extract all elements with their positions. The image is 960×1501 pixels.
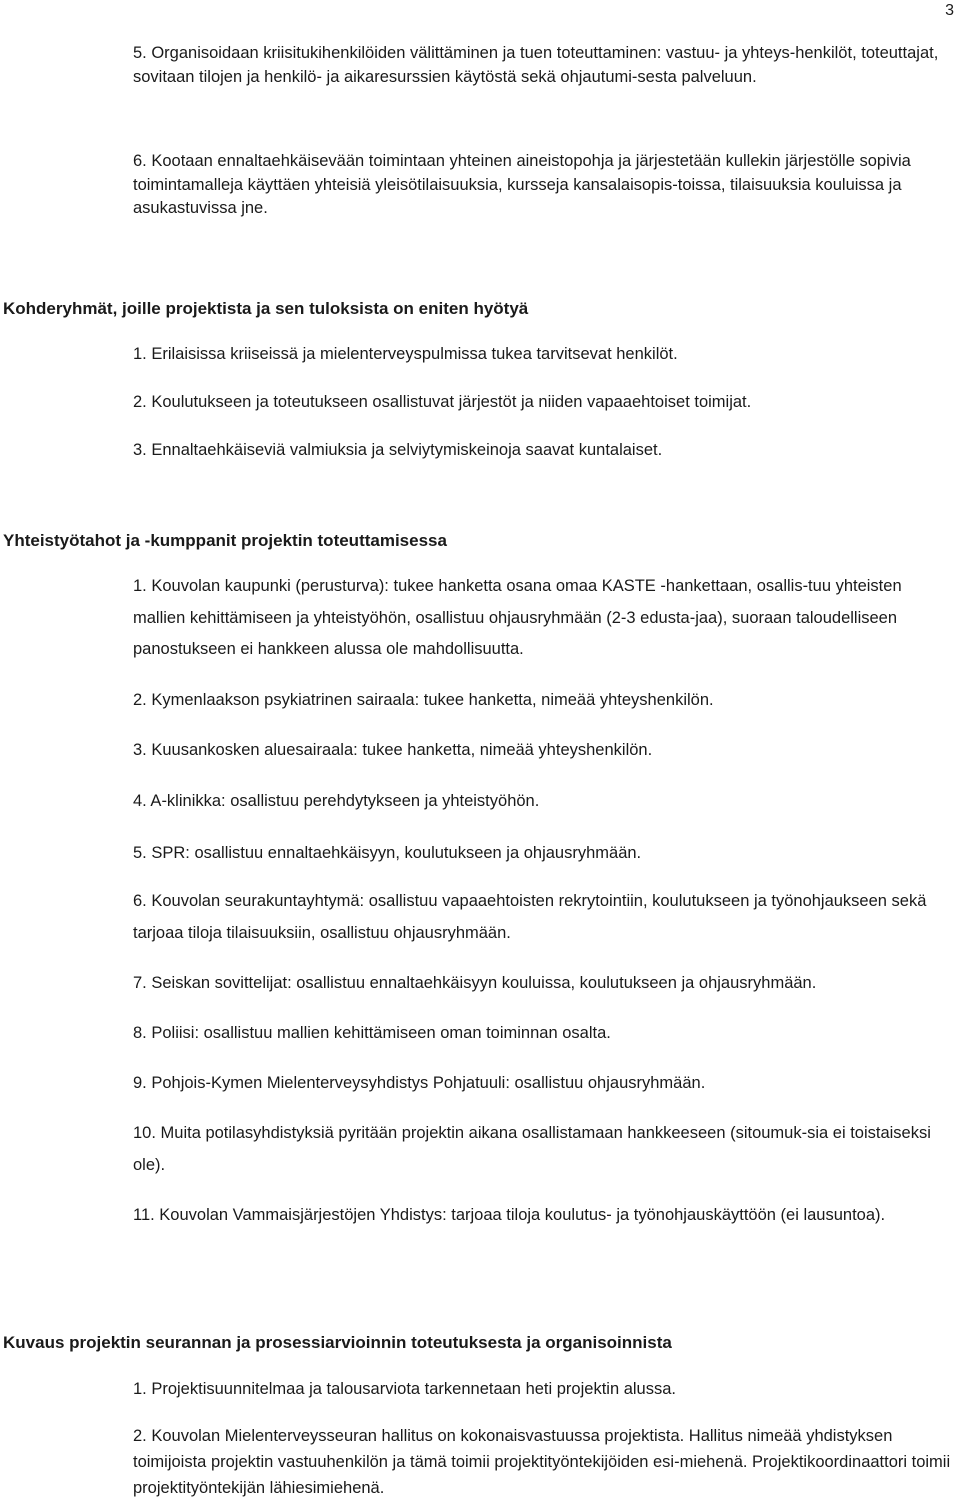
partner-item-1: 1. Kouvolan kaupunki (perusturva): tukee hanketta osana omaa KASTE -hankettaan, osallis-tuu yhteisten mallien kehittämiseen ja yhteistyöhön, osallistuu ohjausryhmään (2-3 edusta-jaa), suoraan taloudelliseen panostukseen ei hankkeen alussa ole mahdollisuutta. bbox=[133, 577, 902, 658]
target-group-item-2: 2. Koulutukseen ja toteutukseen osallistuvat järjestöt ja niiden vapaaehtoiset toimijat. bbox=[133, 393, 752, 411]
partner-item-2: 2. Kymenlaakson psykiatrinen sairaala: tukee hanketta, nimeää yhteyshenkilön. bbox=[133, 691, 714, 709]
partner-item-10: 10. Muita potilasyhdistyksiä pyritään projektin aikana osallistamaan hankkeeseen (sitoumuk-sia ei toistaiseksi ole). bbox=[133, 1124, 931, 1174]
partner-item-9: 9. Pohjois-Kymen Mielenterveysyhdistys Pohjatuuli: osallistuu ohjausryhmään. bbox=[133, 1074, 706, 1092]
intro-item-6: 6. Kootaan ennaltaehkäisevään toimintaan yhteinen aineistopohja ja järjestetään kullekin järjestölle sopivia toimintamalleja käyttäen yhteisiä yleisötilaisuuksia, kursseja kansalaisopis-toissa, tilaisuuksia kouluissa ja asukastuvissa jne. bbox=[133, 152, 911, 217]
intro-item-5: 5. Organisoidaan kriisitukihenkilöiden välittäminen ja tuen toteuttaminen: vastuu- ja yhteys-henkilöt, toteuttajat, sovitaan tilojen ja henkilö- ja aikaresurssien käytöstä sekä ohjautumi-sesta palveluun. bbox=[133, 44, 939, 86]
monitoring-heading: Kuvaus projektin seurannan ja prosessiarvioinnin toteutuksesta ja organisoinnista bbox=[3, 1333, 672, 1352]
partner-item-11: 11. Kouvolan Vammaisjärjestöjen Yhdistys: tarjoaa tiloja koulutus- ja työnohjauskäyttöön (ei lausuntoa). bbox=[133, 1206, 886, 1224]
partner-item-5: 5. SPR: osallistuu ennaltaehkäisyyn, koulutukseen ja ohjausryhmään. bbox=[133, 844, 642, 862]
partner-item-4: 4. A-klinikka: osallistuu perehdytykseen ja yhteistyöhön. bbox=[133, 792, 540, 810]
partner-item-7: 7. Seiskan sovittelijat: osallistuu ennaltaehkäisyyn kouluissa, koulutukseen ja ohjausryhmään. bbox=[133, 974, 817, 992]
monitoring-item-1: 1. Projektisuunnitelmaa ja talousarviota tarkennetaan heti projektin alussa. bbox=[133, 1380, 676, 1398]
partners-heading: Yhteistyötahot ja -kumppanit projektin toteuttamisessa bbox=[3, 531, 447, 550]
page-number: 3 bbox=[945, 2, 954, 19]
target-group-item-3: 3. Ennaltaehkäiseviä valmiuksia ja selviytymiskeinoja saavat kuntalaiset. bbox=[133, 441, 663, 459]
target-groups-heading: Kohderyhmät, joille projektista ja sen tuloksista on eniten hyötyä bbox=[3, 299, 529, 318]
partner-item-8: 8. Poliisi: osallistuu mallien kehittämiseen oman toiminnan osalta. bbox=[133, 1024, 611, 1042]
target-group-item-1: 1. Erilaisissa kriiseissä ja mielenterveyspulmissa tukea tarvitsevat henkilöt. bbox=[133, 345, 678, 363]
partner-item-6: 6. Kouvolan seurakuntayhtymä: osallistuu vapaaehtoisten rekrytointiin, koulutukseen ja työnohjaukseen sekä tarjoaa tiloja tilaisuuksiin, osallistuu ohjausryhmään. bbox=[133, 892, 927, 942]
monitoring-item-2: 2. Kouvolan Mielenterveysseuran hallitus on kokonaisvastuussa projektista. Hallitus nimeää yhdistyksen toimijoista projektin vastuuhenkilön ja tämä toimii projektityöntekijöiden esi-miehenä. Projektikoordinaattori toimii projektityöntekijän lähiesimiehenä. bbox=[133, 1427, 951, 1497]
partner-item-3: 3. Kuusankosken aluesairaala: tukee hanketta, nimeää yhteyshenkilön. bbox=[133, 741, 653, 759]
